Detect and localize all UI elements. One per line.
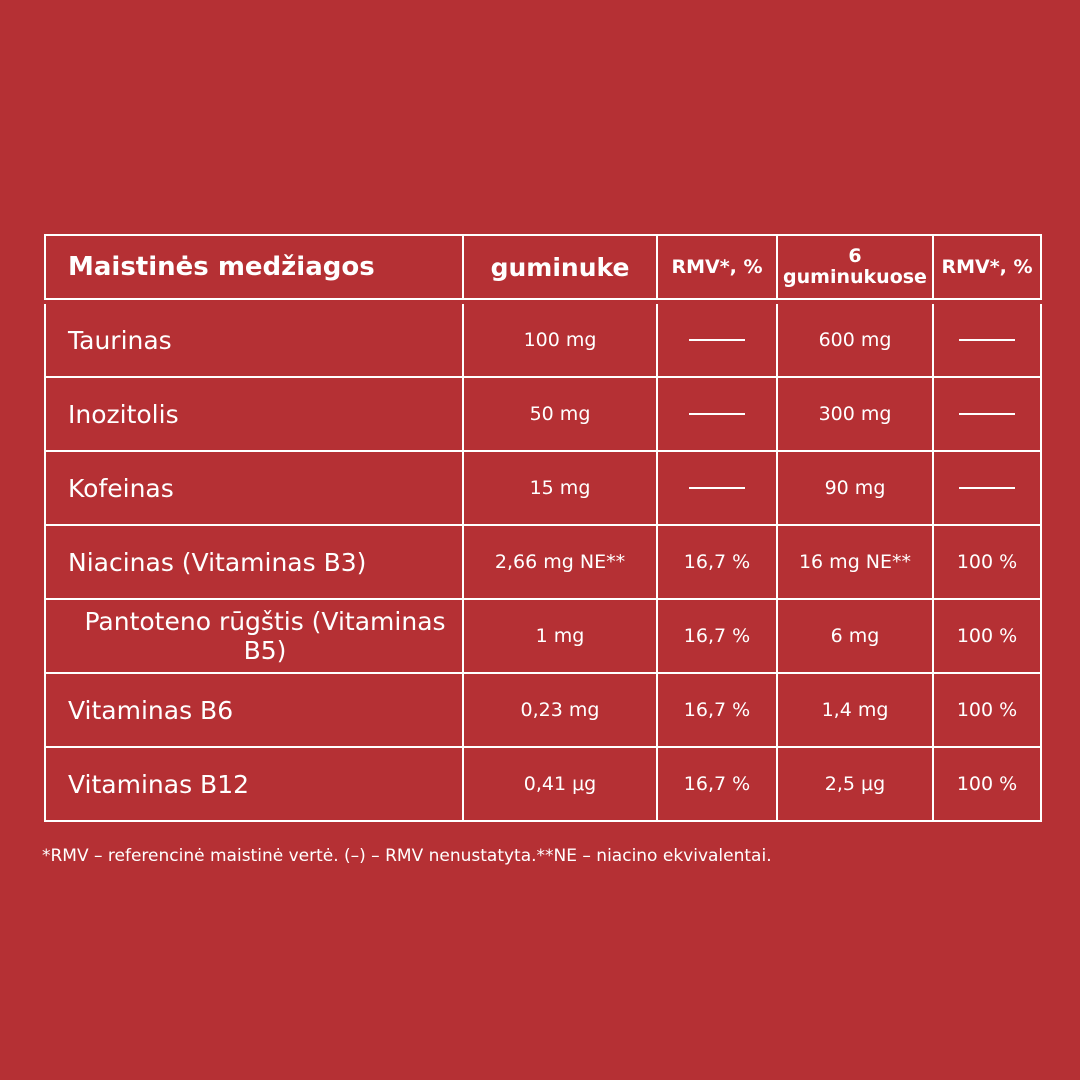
table-header-row	[44, 234, 1042, 300]
header-rmv-2: RMV*, %	[932, 234, 1042, 300]
per-6-value: 90 mg	[776, 452, 934, 526]
rmv-value-6	[932, 452, 1042, 526]
rmv-value	[656, 304, 778, 378]
table-row	[44, 600, 1042, 674]
rmv-value-6	[932, 304, 1042, 378]
per-6-value: 300 mg	[776, 378, 934, 452]
nutrition-table	[44, 234, 1042, 822]
header-per-6-gummies	[776, 234, 934, 300]
nutrient-name: Pantoteno rūgštis (Vitaminas B5)	[44, 600, 464, 674]
rmv-value: 16,7 %	[656, 674, 778, 748]
not-set-dash	[689, 487, 745, 489]
rmv-value-6	[932, 378, 1042, 452]
rmv-value: 16,7 %	[656, 600, 778, 674]
nutrient-name: Taurinas	[44, 304, 464, 378]
nutrient-name: Inozitolis	[44, 378, 464, 452]
table-row	[44, 748, 1042, 822]
not-set-dash	[689, 413, 745, 415]
per-6-value: 6 mg	[776, 600, 934, 674]
per-6-value: 1,4 mg	[776, 674, 934, 748]
table-row	[44, 526, 1042, 600]
per-gummy-value: 100 mg	[462, 304, 658, 378]
nutrient-name: Niacinas (Vitaminas B3)	[44, 526, 464, 600]
header-rmv-1: RMV*, %	[656, 234, 778, 300]
rmv-value-6: 100 %	[932, 526, 1042, 600]
table-row	[44, 452, 1042, 526]
rmv-value-6: 100 %	[932, 600, 1042, 674]
per-gummy-value: 50 mg	[462, 378, 658, 452]
rmv-value-6: 100 %	[932, 674, 1042, 748]
per-6-value: 16 mg NE**	[776, 526, 934, 600]
table-row	[44, 674, 1042, 748]
rmv-value-6: 100 %	[932, 748, 1042, 822]
per-gummy-value: 0,41 μg	[462, 748, 658, 822]
rmv-value: 16,7 %	[656, 526, 778, 600]
rmv-value	[656, 378, 778, 452]
per-gummy-value: 2,66 mg NE**	[462, 526, 658, 600]
nutrient-name: Vitaminas B6	[44, 674, 464, 748]
header-nutrients: Maistinės medžiagos	[44, 234, 464, 300]
nutrient-name: Kofeinas	[44, 452, 464, 526]
footnote: *RMV – referencinė maistinė vertė. (–) – RMV nenustatyta.**NE – niacino ekvivalentai.	[42, 846, 772, 866]
header-per-6-line1: 6	[848, 245, 862, 268]
table-row	[44, 304, 1042, 378]
nutrient-name: Vitaminas B12	[44, 748, 464, 822]
header-per-6-line2: guminukuose	[783, 266, 927, 288]
not-set-dash	[689, 339, 745, 341]
rmv-value	[656, 452, 778, 526]
table-row	[44, 378, 1042, 452]
per-gummy-value: 1 mg	[462, 600, 658, 674]
not-set-dash	[959, 339, 1015, 341]
per-6-value: 600 mg	[776, 304, 934, 378]
per-gummy-value: 0,23 mg	[462, 674, 658, 748]
per-gummy-value: 15 mg	[462, 452, 658, 526]
header-per-gummy: guminuke	[462, 234, 658, 300]
not-set-dash	[959, 413, 1015, 415]
rmv-value: 16,7 %	[656, 748, 778, 822]
per-6-value: 2,5 μg	[776, 748, 934, 822]
not-set-dash	[959, 487, 1015, 489]
